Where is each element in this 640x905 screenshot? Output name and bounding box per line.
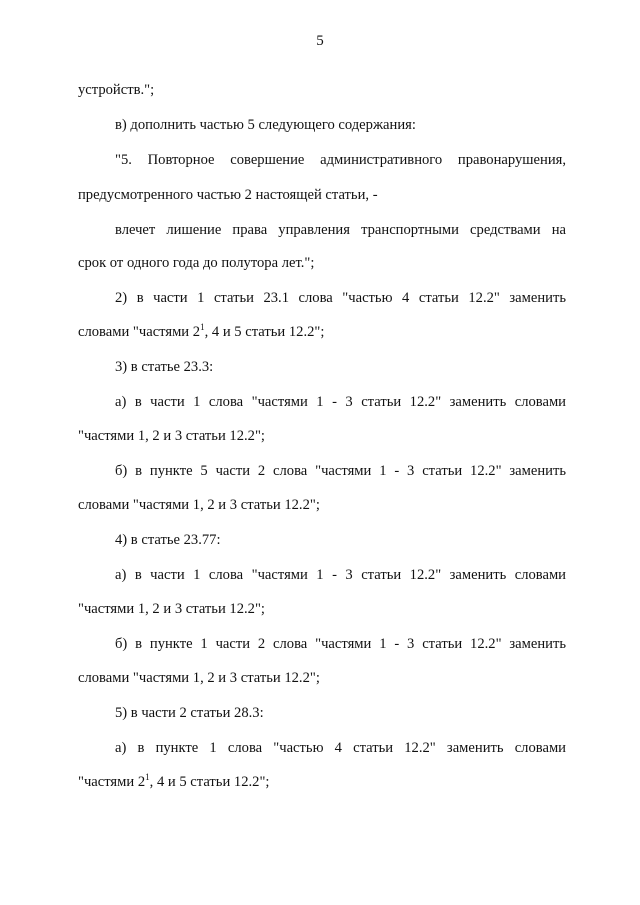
text-line (78, 772, 566, 792)
text-line: а) в части 1 слова "частями 1 - 3 статьи 12.2" заменить словами (115, 394, 566, 410)
superscript: 1 (145, 772, 150, 782)
page-number: 5 (316, 33, 324, 49)
text-line: срок от одного года до полутора лет."; (78, 255, 315, 271)
text-line: устройств."; (78, 82, 155, 98)
superscript: 1 (200, 322, 205, 332)
text-line: словами "частями 1, 2 и 3 статьи 12.2"; (78, 670, 320, 686)
text-line (78, 322, 566, 342)
text-line: "5. Повторное совершение административного правонарушения, (115, 152, 566, 168)
text-line: 5) в части 2 статьи 28.3: (115, 705, 264, 721)
text-line: "частями 1, 2 и 3 статьи 12.2"; (78, 428, 265, 444)
text-line: в) дополнить частью 5 следующего содержания: (115, 117, 416, 133)
text-fragment: , 4 и 5 статьи 12.2"; (204, 324, 325, 340)
text-line: словами "частями 1, 2 и 3 статьи 12.2"; (78, 497, 320, 513)
text-line: 4) в статье 23.77: (115, 532, 221, 548)
text-line: б) в пункте 5 части 2 слова "частями 1 - 3 статьи 12.2" заменить (115, 463, 566, 479)
text-fragment: словами "частями 2 (78, 324, 201, 340)
text-fragment: "частями 2 (78, 774, 146, 790)
text-fragment: , 4 и 5 статьи 12.2"; (149, 774, 270, 790)
text-line: а) в части 1 слова "частями 1 - 3 статьи 12.2" заменить словами (115, 567, 566, 583)
text-line: предусмотренного частью 2 настоящей статьи, - (78, 187, 378, 203)
text-line: а) в пункте 1 слова "частью 4 статьи 12.2" заменить словами (115, 740, 566, 756)
text-line: "частями 1, 2 и 3 статьи 12.2"; (78, 601, 265, 617)
text-line: влечет лишение права управления транспортными средствами на (115, 222, 566, 238)
text-line: б) в пункте 1 части 2 слова "частями 1 - 3 статьи 12.2" заменить (115, 636, 566, 652)
text-line: 3) в статье 23.3: (115, 359, 214, 375)
text-line: 2) в части 1 статьи 23.1 слова "частью 4 статьи 12.2" заменить (115, 290, 566, 306)
